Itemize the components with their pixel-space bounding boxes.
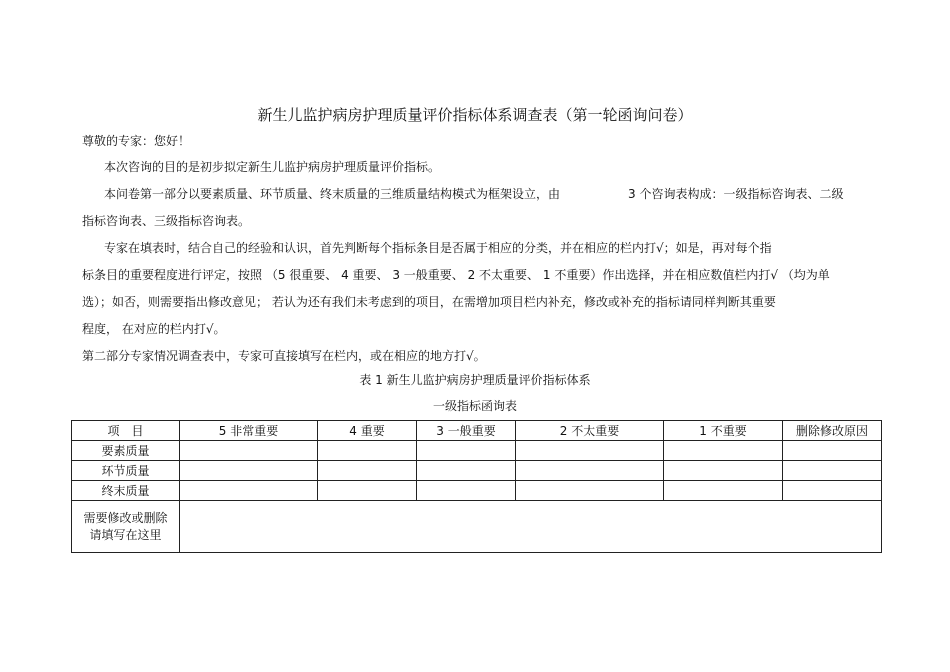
cell-score-3[interactable]	[417, 481, 516, 501]
table-header-row	[72, 421, 882, 441]
paragraph-part-two: 第二部分专家情况调查表中，专家可直接填写在栏内，或在相应的地方打√。	[82, 349, 486, 363]
cell-score-2[interactable]	[516, 461, 664, 481]
paragraph-structure-part-a: 本问卷第一部分以要素质量、环节质量、终末质量的三维质量结构模式为框架设立，由	[104, 187, 561, 201]
note-label-line-2: 请填写在这里	[89, 527, 162, 542]
table-row	[72, 481, 882, 501]
header-score-4: 4 重要	[318, 421, 417, 441]
header-score-3: 3 一般重要	[417, 421, 516, 441]
row-label-process-quality: 环节质量	[72, 461, 180, 481]
paragraph-instructions-line-4: 程度， 在对应的栏内打√。	[82, 322, 226, 336]
note-label	[72, 501, 180, 553]
paragraph-structure-part-c: 指标咨询表、三级指标咨询表。	[82, 214, 251, 228]
cell-score-4[interactable]	[318, 461, 417, 481]
row-label-outcome-quality: 终末质量	[72, 481, 180, 501]
paragraph-purpose: 本次咨询的目的是初步拟定新生儿监护病房护理质量评价指标。	[104, 160, 441, 174]
cell-score-5[interactable]	[180, 461, 318, 481]
cell-score-5[interactable]	[180, 441, 318, 461]
table-note-row	[72, 501, 882, 553]
paragraph-instructions-line-2: 标条目的重要程度进行评定，按照 （5 很重要、 4 重要、 3 一般重要、 2 不太重要、 1 不重要）作出选择，并在相应数值栏内打√ （均为单	[82, 268, 830, 282]
table-row	[72, 441, 882, 461]
header-score-5: 5 非常重要	[180, 421, 318, 441]
row-label-structure-quality: 要素质量	[72, 441, 180, 461]
cell-delete-reason[interactable]	[783, 441, 882, 461]
table-row	[72, 461, 882, 481]
greeting: 尊敬的专家：您好！	[82, 134, 191, 148]
paragraph-structure-part-b: 3 个咨询表构成：一级指标咨询表、二级	[628, 187, 844, 201]
cell-score-5[interactable]	[180, 481, 318, 501]
header-score-2: 2 不太重要	[516, 421, 664, 441]
header-score-1: 1 不重要	[664, 421, 783, 441]
cell-delete-reason[interactable]	[783, 461, 882, 481]
document-title: 新生儿监护病房护理质量评价指标体系调查表（第一轮函询问卷）	[257, 106, 693, 124]
cell-score-4[interactable]	[318, 481, 417, 501]
table-caption: 表 1 新生儿监护病房护理质量评价指标体系	[359, 373, 591, 387]
cell-score-1[interactable]	[664, 481, 783, 501]
header-delete-reason: 删除修改原因	[783, 421, 882, 441]
first-level-indicator-table	[71, 420, 882, 553]
cell-score-2[interactable]	[516, 441, 664, 461]
paragraph-instructions-line-1: 专家在填表时，结合自己的经验和认识，首先判断每个指标条目是否属于相应的分类，并在相应的栏内打√；如是，再对每个指	[104, 241, 772, 255]
paragraph-instructions-line-3: 选）；如否，则需要指出修改意见； 若认为还有我们未考虑到的项目，在需增加项目栏内补充，修改或补充的指标请同样判断其重要	[82, 295, 776, 309]
cell-score-1[interactable]	[664, 441, 783, 461]
note-input-area[interactable]	[180, 501, 882, 553]
cell-score-2[interactable]	[516, 481, 664, 501]
cell-score-1[interactable]	[664, 461, 783, 481]
table-subcaption: 一级指标函询表	[432, 399, 517, 413]
note-label-line-1: 需要修改或删除	[83, 510, 168, 525]
cell-score-4[interactable]	[318, 441, 417, 461]
cell-score-3[interactable]	[417, 441, 516, 461]
header-item: 项 目	[72, 421, 180, 441]
cell-score-3[interactable]	[417, 461, 516, 481]
cell-delete-reason[interactable]	[783, 481, 882, 501]
